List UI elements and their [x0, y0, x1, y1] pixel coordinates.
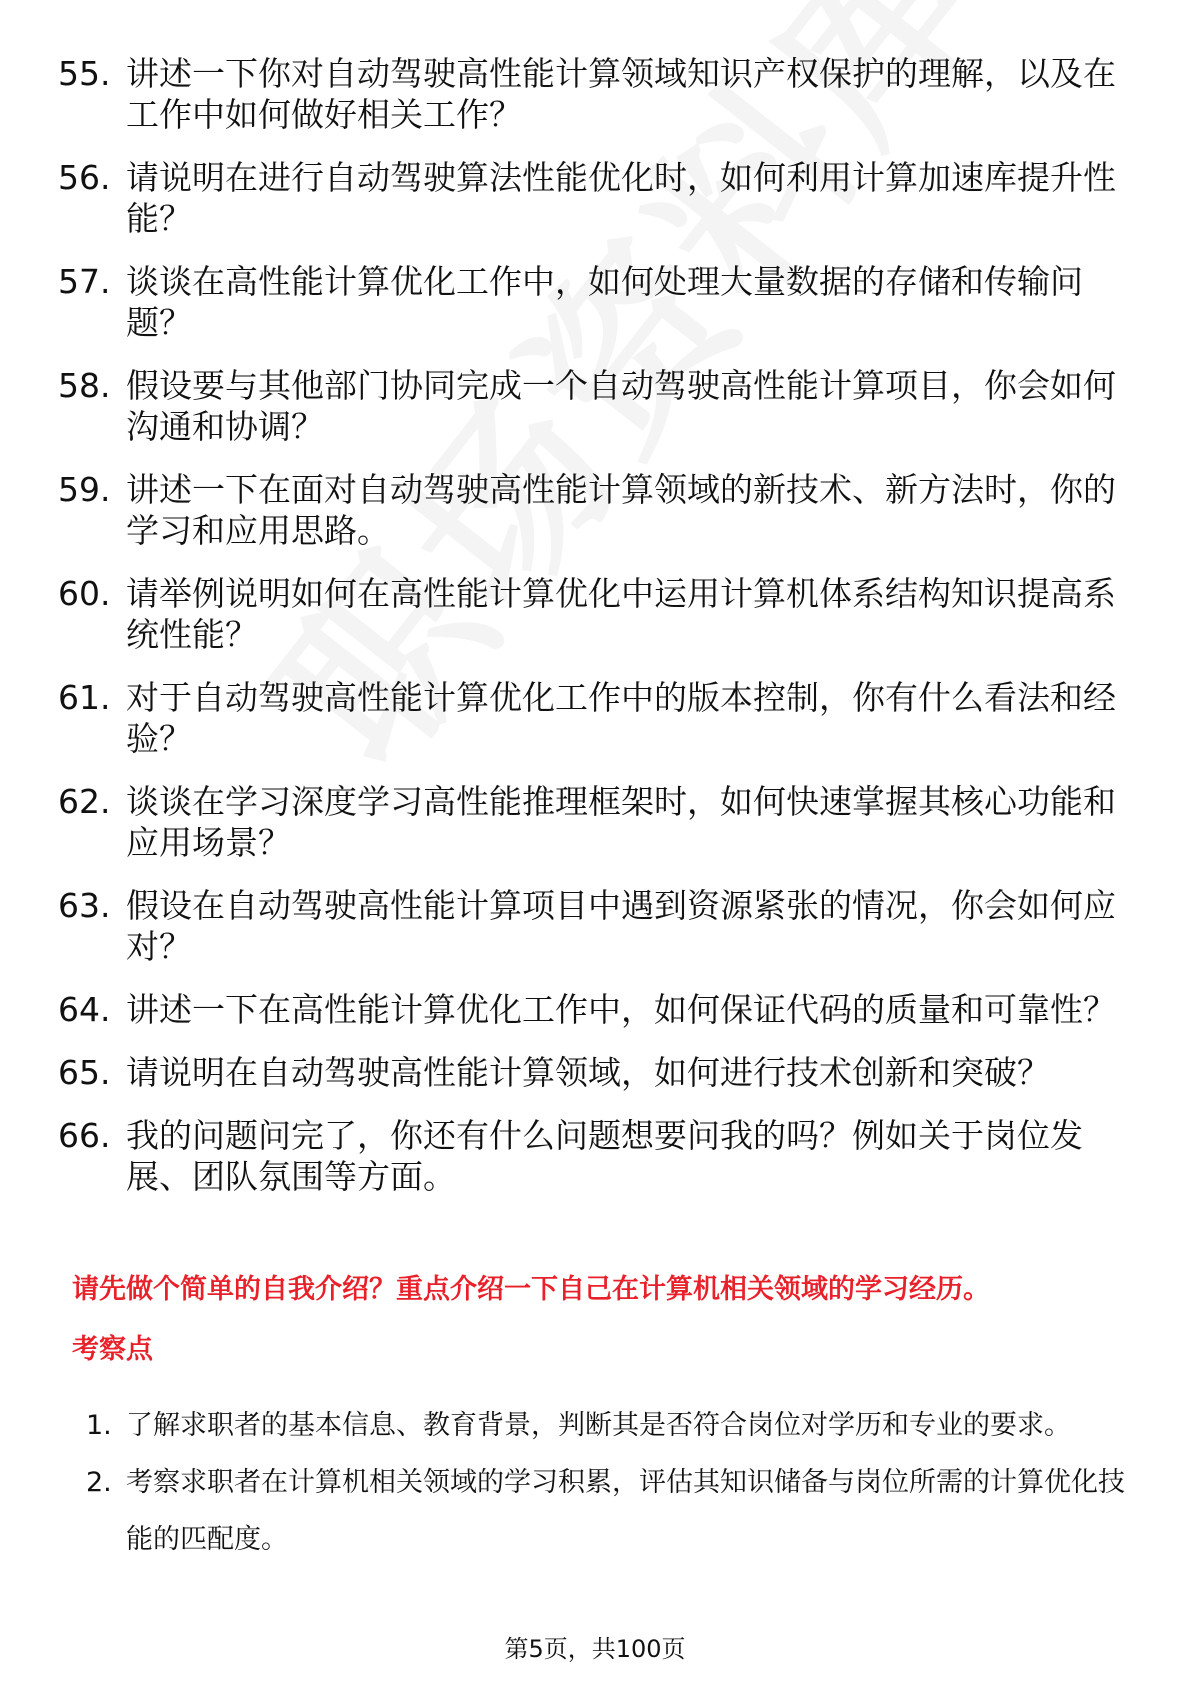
question-item	[58, 885, 1118, 967]
question-item	[58, 1052, 1118, 1093]
question-text: 谈谈在高性能计算优化工作中，如何处理大量数据的存储和传输问题？	[126, 262, 1083, 342]
question-number: 61.	[58, 678, 111, 717]
question-number: 62.	[58, 782, 111, 821]
question-item	[58, 989, 1118, 1030]
question-item	[58, 261, 1118, 343]
section-heading: 请先做个简单的自我介绍？重点介绍一下自己在计算机相关领域的学习经历。	[72, 1274, 990, 1305]
question-text: 假设在自动驾驶高性能计算项目中遇到资源紧张的情况，你会如何应对？	[126, 886, 1116, 966]
question-item	[58, 573, 1118, 655]
question-text: 我的问题问完了，你还有什么问题想要问我的吗？例如关于岗位发展、团队氛围等方面。	[126, 1116, 1083, 1196]
question-number: 66.	[58, 1116, 111, 1155]
question-text: 讲述一下你对自动驾驶高性能计算领域知识产权保护的理解，以及在工作中如何做好相关工作？	[126, 54, 1116, 134]
question-text: 讲述一下在高性能计算优化工作中，如何保证代码的质量和可靠性？	[126, 990, 1116, 1029]
assessment-point	[86, 1397, 1136, 1454]
section-subheading: 考察点	[72, 1334, 153, 1365]
question-number: 58.	[58, 366, 111, 405]
question-item	[58, 469, 1118, 551]
question-text: 谈谈在学习深度学习高性能推理框架时，如何快速掌握其核心功能和应用场景？	[126, 782, 1116, 862]
point-text: 了解求职者的基本信息、教育背景，判断其是否符合岗位对学历和专业的要求。	[126, 1410, 1071, 1441]
question-text: 请说明在自动驾驶高性能计算领域，如何进行技术创新和突破？	[126, 1053, 1050, 1092]
point-text: 考察求职者在计算机相关领域的学习积累，评估其知识储备与岗位所需的计算优化技能的匹配度。	[126, 1467, 1125, 1555]
question-item	[58, 157, 1118, 239]
question-item	[58, 1115, 1118, 1197]
question-text: 讲述一下在面对自动驾驶高性能计算领域的新技术、新方法时，你的学习和应用思路。	[126, 470, 1116, 550]
question-number: 64.	[58, 990, 111, 1029]
question-number: 65.	[58, 1053, 111, 1092]
question-item	[58, 677, 1118, 759]
question-text: 假设要与其他部门协同完成一个自动驾驶高性能计算项目，你会如何沟通和协调？	[126, 366, 1116, 446]
page-footer: 第5页，共100页	[504, 1635, 686, 1663]
question-text: 请说明在进行自动驾驶算法性能优化时，如何利用计算加速库提升性能？	[126, 158, 1116, 238]
assessment-point	[86, 1454, 1136, 1568]
question-number: 60.	[58, 574, 111, 613]
question-number: 56.	[58, 158, 111, 197]
question-item	[58, 781, 1118, 863]
question-number: 63.	[58, 886, 111, 925]
question-list	[58, 53, 1118, 1219]
question-text: 请举例说明如何在高性能计算优化中运用计算机体系结构知识提高系统性能？	[126, 574, 1116, 654]
point-number: 1.	[86, 1410, 112, 1441]
point-number: 2.	[86, 1467, 112, 1498]
question-text: 对于自动驾驶高性能计算优化工作中的版本控制，你有什么看法和经验？	[126, 678, 1116, 758]
question-item	[58, 365, 1118, 447]
question-item	[58, 53, 1118, 135]
question-number: 57.	[58, 262, 111, 301]
question-number: 59.	[58, 470, 111, 509]
question-number: 55.	[58, 54, 111, 93]
assessment-points	[86, 1397, 1136, 1568]
